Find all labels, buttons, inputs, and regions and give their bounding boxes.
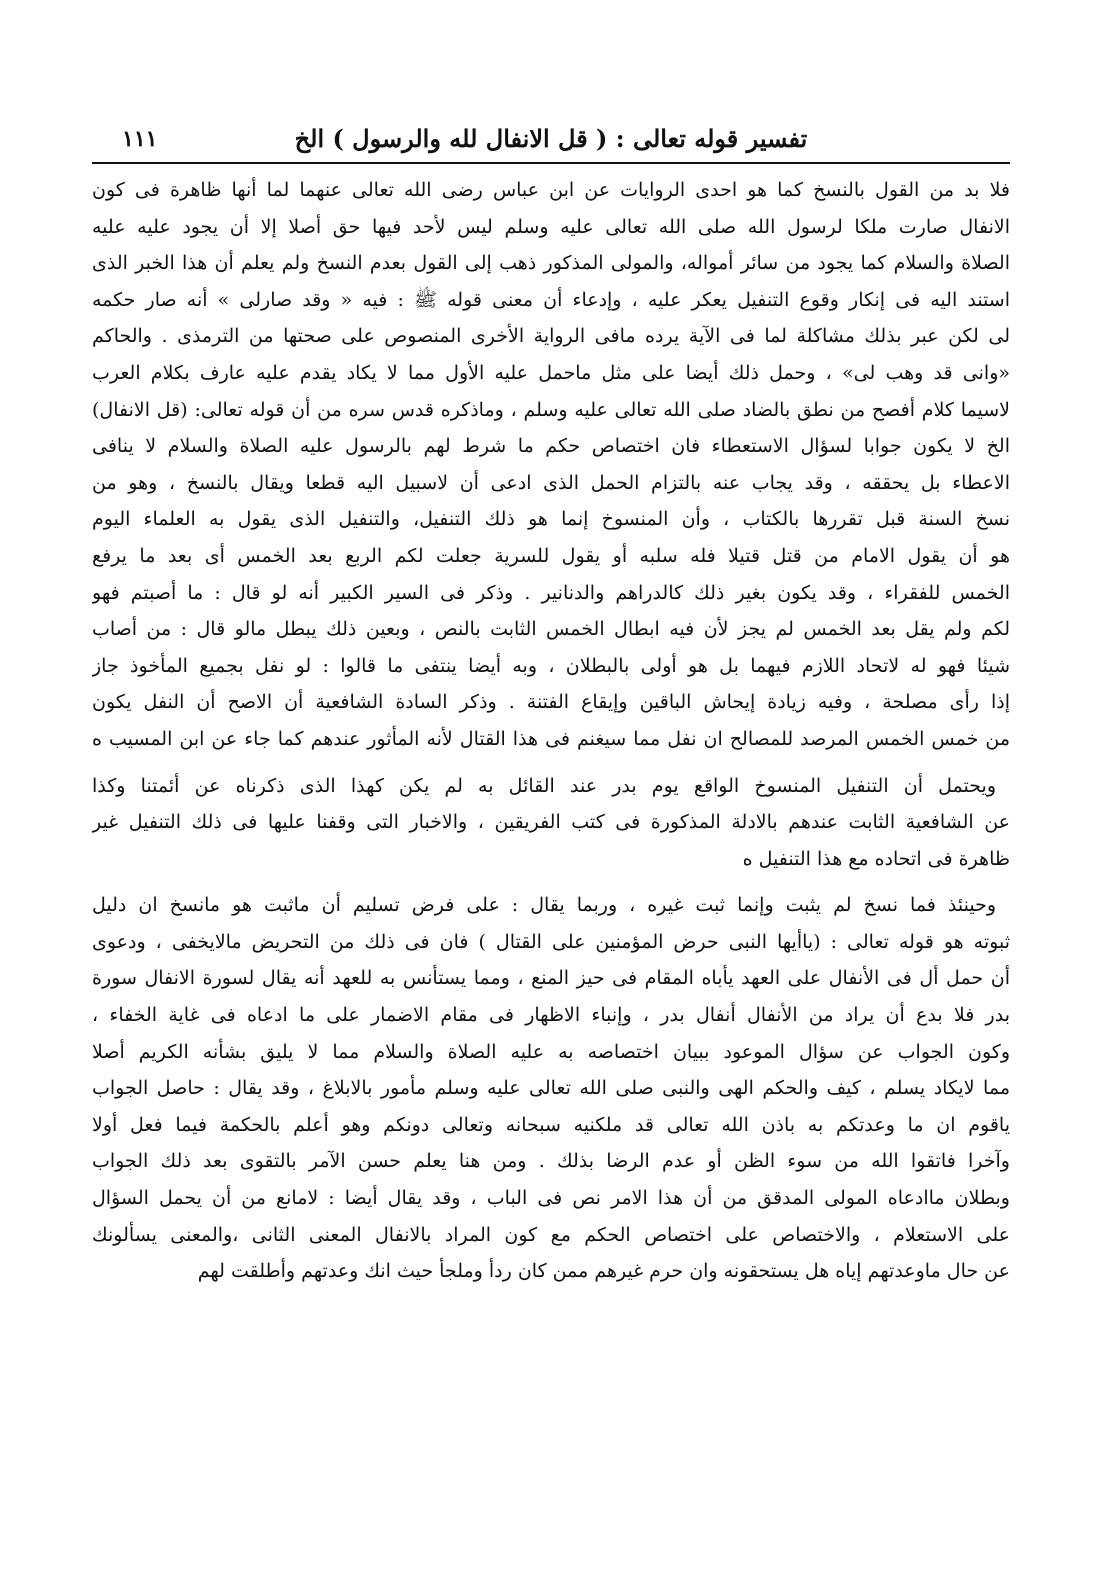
text-line: على الاستعلام ، والاختصاص على اختصاص الحكم مع كون المراد بالانفال المعنى الثانى ،والمعنى يسألونك bbox=[92, 1223, 1010, 1246]
text-line: أن حمل أل فى الأنفال على العهد يأباه المقام فى حيز المنع ، ومما يستأنس به للعهد أنه يقال لسورة الانفال سورة bbox=[92, 967, 1010, 990]
paragraph bbox=[92, 887, 1010, 1290]
text-line: وحينئذ فما نسخ لم يثبت وإنما ثبت غيره ، وربما يقال : على فرض تسليم أن ماثبت هو مانسخ ان دليل bbox=[92, 894, 996, 917]
text-line: ويحتمل أن التنفيل المنسوخ الواقع يوم بدر عند القائل به لم يكن كهذا الذى ذكرناه عن أئمتنا وكذا bbox=[92, 774, 996, 797]
text-line: إذا رأى مصلحة ، وفيه زيادة إيحاش الباقين وإيقاع الفتنة . وذكر السادة الشافعية أن الاصح أن النفل يكون bbox=[92, 691, 1010, 714]
text-line: نسخ السنة قبل تقررها بالكتاب ، وأن المنسوخ إنما هو ذلك التنفيل، والتنفيل الذى يقول به العلماء اليوم bbox=[92, 508, 1010, 531]
text-line: لاسيما كلام أفصح من نطق بالضاد صلى الله تعالى عليه وسلم ، وماذكره قدس سره من أن قوله تعالى: (قل الانفال) bbox=[92, 398, 1010, 421]
document-page bbox=[92, 118, 1010, 1538]
text-line: هو أن يقول الامام من قتل قتيلا فله سلبه أو يقول للسرية جعلت لكم الربع بعد الخمس أى بعد ما يرفع bbox=[92, 544, 1010, 567]
text-line: لى لكن عبر بذلك مشاكلة لما فى الآية يرده مافى الرواية الأخرى المنصوص على صحتها من الترمذى . والحاكم bbox=[92, 325, 1010, 348]
text-line: عن حال ماوعدتهم إياه هل يستحقونه وان حرم غيرهم ممن كان ردأ وملجأ حيث انك وعدتهم وأطلقت لهم bbox=[197, 1260, 1010, 1283]
body-text bbox=[92, 172, 1010, 1290]
running-header bbox=[92, 118, 1010, 164]
text-line: استند اليه فى إنكار وقوع التنفيل يعكر عليه ، وإدعاء أن معنى قوله ﷺ : فيه « وقد صارلى » أنه صار حكمه bbox=[92, 288, 1010, 311]
text-line: فلا بد من القول بالنسخ كما هو احدى الروايات عن ابن عباس رضى الله تعالى عنهما لما أنها ظاهرة فى كون bbox=[92, 179, 1010, 201]
text-line: بدر فلا بدع أن يراد من الأنفال أنفال بدر ، وإنباء الاظهار فى مقام الاضمار على ما ادعاه فى غاية الخفاء ، bbox=[92, 1004, 1010, 1027]
text-line: الخ لا يكون جوابا لسؤال الاستعطاء فان اختصاص حكم ما شرط لهم بالرسول عليه الصلاة والسلام لا ينافى bbox=[92, 435, 1010, 458]
header-title: تفسير قوله تعالى : ( قل الانفال لله والرسول ) الخ bbox=[294, 124, 808, 153]
text-line: من خمس الخمس المرصد للمصالح ان نفل مما سيغنم فى هذا القتال لأنه المأثور عندهم كما جاء عن ابن المسيب ه bbox=[92, 727, 1010, 750]
text-line: «وانى قد وهب لى» ، وحمل ذلك أيضا على مثل ماحمل عليه الأول مما لا يكاد يقدم عليه عارف بكلام العرب bbox=[92, 361, 1010, 384]
text-line: وكون الجواب عن سؤال الموعود ببيان اختصاصه به عليه الصلاة والسلام مما لا يليق بشأنه الكريم أصلا bbox=[92, 1040, 1010, 1063]
paragraph bbox=[92, 768, 1010, 878]
text-line: الصلاة والسلام كما يجود من سائر أمواله، والمولى المذكور ذهب إلى القول بعدم النسخ ولم يعلم أن هذا الخبر الذى bbox=[92, 252, 1010, 275]
page-number: ١١١ bbox=[122, 126, 158, 152]
text-line: ثبوته هو قوله تعالى : (ياأيها النبى حرض المؤمنين على القتال ) فان فى ذلك من التحريض مالايخفى ، ودعوى bbox=[92, 930, 1010, 953]
text-line: لكم ولم يقل بعد الخمس لم يجز لأن فيه ابطال الخمس الثابت بالنص ، وبعين ذلك يبطل مالو قال : من أصاب bbox=[92, 618, 1010, 641]
text-line: عن الشافعية الثابت عندهم بالادلة المذكورة فى كتب الفريقين ، والاخبار التى وقفنا عليها فى ذلك التنفيل غير bbox=[92, 811, 1010, 834]
text-line: مما لايكاد يسلم ، كيف والحكم الهى والنبى صلى الله تعالى عليه وسلم مأمور بالابلاغ ، وقد يقال : حاصل الجواب bbox=[92, 1077, 1010, 1100]
text-line: الاعطاء بل يحققه ، وقد يجاب عنه بالتزام الحمل الذى ادعى أن لاسبيل اليه قطعا ويقال بالنسخ ، وهو من bbox=[92, 471, 1010, 494]
text-line: ظاهرة فى اتحاده مع هذا التنفيل ه bbox=[742, 847, 1010, 870]
text-line: ياقوم ان ما وعدتكم به باذن الله تعالى قد ملكنيه سبحانه وتعالى دونكم وهو أعلم بالحكمة فيما فعل أولا bbox=[92, 1113, 1010, 1136]
text-line: شيئا فهو له لاتحاد اللازم فيهما بل هو أولى بالبطلان ، وبه أيضا ينتفى ما قالوا : لو نفل بجميع المأخوذ جاز bbox=[92, 654, 1010, 677]
text-line: وآخرا فاتقوا الله من سوء الظن أو عدم الرضا بذلك . ومن هنا يعلم حسن الآمر بالتقوى بعد ذلك الجواب bbox=[92, 1150, 1010, 1173]
text-line: وبطلان ماادعاه المولى المدقق من أن هذا الامر نص فى الباب ، وقد يقال أيضا : لامانع من أن يحمل السؤال bbox=[92, 1187, 1010, 1210]
paragraph bbox=[92, 172, 1010, 758]
text-line: الخمس للفقراء ، وقد يكون بغير ذلك كالدراهم والدنانير . وذكر فى السير الكبير أنه لو قال : ما أصبتم فهو bbox=[92, 581, 1010, 604]
text-line: الانفال صارت ملكا لرسول الله صلى الله تعالى عليه وسلم ليس لأحد فيها حق أصلا إلا أن يجود عليه عليه bbox=[92, 215, 1010, 238]
